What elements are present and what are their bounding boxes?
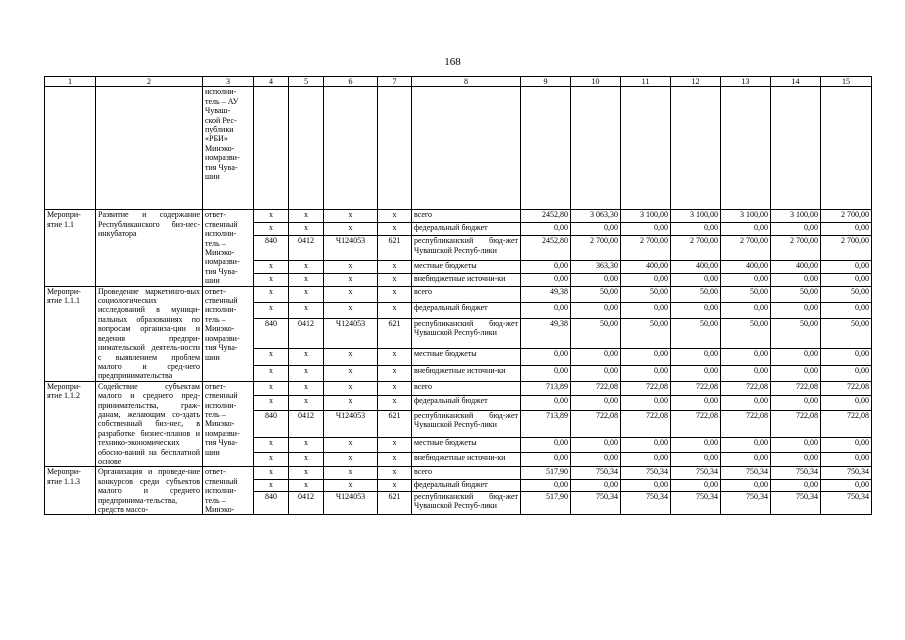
- value-cell: 0,00: [521, 365, 571, 381]
- value-cell: 0,00: [671, 452, 721, 467]
- value-cell: 750,34: [621, 491, 671, 514]
- funding-source-cell: федеральный бюджет: [412, 396, 521, 411]
- value-cell: 50,00: [571, 318, 621, 349]
- code-cell-c7: 621: [378, 236, 412, 261]
- value-cell: 2 700,00: [771, 236, 821, 261]
- code-cell-c4: 840: [254, 236, 289, 261]
- value-cell: 0,00: [571, 438, 621, 453]
- value-cell: 0,00: [771, 223, 821, 236]
- value-cell: 722,08: [821, 381, 872, 396]
- value-cell: 0,00: [521, 349, 571, 365]
- code-cell-c7: х: [378, 381, 412, 396]
- code-cell-c5: х: [289, 286, 324, 302]
- value-cell: 713,89: [521, 410, 571, 438]
- value-cell: 750,34: [771, 491, 821, 514]
- value-cell: 0,00: [721, 438, 771, 453]
- code-cell-c4: х: [254, 260, 289, 273]
- value-cell: 0,00: [621, 349, 671, 365]
- executor-cell: ответ- ственный исполни- тель – Минэко- номразви- тия Чува- шии: [203, 381, 254, 467]
- value-cell: 722,08: [721, 381, 771, 396]
- code-cell-c5: 0412: [289, 410, 324, 438]
- value-cell: 0,00: [771, 479, 821, 491]
- funding-source-cell: республиканский бюд-жет Чувашской Респуб-лики: [412, 236, 521, 261]
- value-cell: 0,00: [721, 396, 771, 411]
- table-row: [45, 286, 872, 302]
- value-cell: 50,00: [721, 318, 771, 349]
- funding-source-cell: местные бюджеты: [412, 349, 521, 365]
- value-cell: 0,00: [771, 438, 821, 453]
- value-cell: 0,00: [821, 302, 872, 318]
- value-cell: [621, 87, 671, 210]
- value-cell: 0,00: [521, 479, 571, 491]
- value-cell: 3 100,00: [671, 210, 721, 223]
- value-cell: 0,00: [621, 302, 671, 318]
- value-cell: 0,00: [721, 302, 771, 318]
- column-number-header: 11: [621, 77, 671, 87]
- value-cell: 400,00: [771, 260, 821, 273]
- value-cell: 0,00: [671, 302, 721, 318]
- funding-source-cell: внебюджетные источни-ки: [412, 273, 521, 286]
- value-cell: 0,00: [821, 365, 872, 381]
- code-cell-c7: х: [378, 223, 412, 236]
- value-cell: 0,00: [521, 452, 571, 467]
- value-cell: 50,00: [621, 286, 671, 302]
- value-cell: 0,00: [771, 365, 821, 381]
- code-cell-c6: х: [324, 210, 378, 223]
- value-cell: 750,34: [821, 467, 872, 479]
- value-cell: 0,00: [771, 396, 821, 411]
- code-cell-c4: х: [254, 286, 289, 302]
- code-cell-c5: х: [289, 479, 324, 491]
- value-cell: 363,30: [571, 260, 621, 273]
- code-cell-c5: х: [289, 210, 324, 223]
- value-cell: 2 700,00: [571, 236, 621, 261]
- funding-source-cell: внебюджетные источни-ки: [412, 452, 521, 467]
- value-cell: 0,00: [821, 273, 872, 286]
- event-description-cell: Развитие и содержание Республиканского биз-нес-инкубатора: [96, 210, 203, 286]
- funding-source-cell: федеральный бюджет: [412, 223, 521, 236]
- value-cell: 0,00: [671, 223, 721, 236]
- table-row: [45, 467, 872, 479]
- code-cell-c7: х: [378, 467, 412, 479]
- value-cell: 517,90: [521, 491, 571, 514]
- value-cell: 722,08: [621, 381, 671, 396]
- code-cell-c4: 840: [254, 491, 289, 514]
- code-cell-c5: 0412: [289, 491, 324, 514]
- code-cell-c5: х: [289, 223, 324, 236]
- event-description-cell: [96, 87, 203, 210]
- code-cell-c4: х: [254, 381, 289, 396]
- value-cell: 0,00: [821, 452, 872, 467]
- value-cell: 0,00: [521, 396, 571, 411]
- value-cell: 49,38: [521, 286, 571, 302]
- code-cell-c4: х: [254, 467, 289, 479]
- code-cell-c6: х: [324, 452, 378, 467]
- value-cell: 0,00: [621, 273, 671, 286]
- value-cell: 0,00: [821, 479, 872, 491]
- value-cell: 0,00: [621, 438, 671, 453]
- value-cell: 50,00: [821, 286, 872, 302]
- value-cell: 0,00: [521, 223, 571, 236]
- code-cell-c7: 621: [378, 410, 412, 438]
- column-number-header: 6: [324, 77, 378, 87]
- value-cell: 0,00: [721, 349, 771, 365]
- event-description-cell: Проведение маркетинго-вых социологических исследований в муници-пальных образованиях по вопросам организа-ции и ведения предпри-нимательской деятель-ности с выявлением проблем малого и сред-него предпринимательства: [96, 286, 203, 381]
- event-name-cell: Меропри- ятие 1.1.2: [45, 381, 96, 467]
- executor-cell: исполни- тель – АУ Чуваш- ской Рес- публики «РБИ» Минэко- номразви- тия Чува- шии: [203, 87, 254, 210]
- value-cell: 50,00: [771, 286, 821, 302]
- code-cell-c7: х: [378, 452, 412, 467]
- value-cell: 0,00: [571, 349, 621, 365]
- value-cell: 2 700,00: [671, 236, 721, 261]
- code-cell-c7: 621: [378, 318, 412, 349]
- value-cell: 0,00: [771, 273, 821, 286]
- value-cell: 0,00: [721, 223, 771, 236]
- cell-col5: [289, 87, 324, 210]
- event-name-cell: Меропри- ятие 1.1: [45, 210, 96, 286]
- budget-table: [44, 76, 872, 515]
- code-cell-c7: х: [378, 365, 412, 381]
- value-cell: 0,00: [721, 273, 771, 286]
- funding-source-cell: федеральный бюджет: [412, 302, 521, 318]
- funding-source-cell: внебюджетные источни-ки: [412, 365, 521, 381]
- event-name-cell: [45, 87, 96, 210]
- code-cell-c7: х: [378, 273, 412, 286]
- code-cell-c6: Ч124053: [324, 236, 378, 261]
- value-cell: 0,00: [571, 396, 621, 411]
- value-cell: 50,00: [571, 286, 621, 302]
- column-number-header: 2: [96, 77, 203, 87]
- value-cell: 750,34: [821, 491, 872, 514]
- value-cell: 49,38: [521, 318, 571, 349]
- code-cell-c5: х: [289, 260, 324, 273]
- code-cell-c4: х: [254, 396, 289, 411]
- value-cell: 0,00: [621, 396, 671, 411]
- value-cell: 50,00: [671, 286, 721, 302]
- event-name-cell: Меропри- ятие 1.1.3: [45, 467, 96, 515]
- value-cell: 3 100,00: [621, 210, 671, 223]
- table-row: [45, 381, 872, 396]
- funding-source-cell: республиканский бюд-жет Чувашской Респуб-лики: [412, 318, 521, 349]
- value-cell: 0,00: [821, 349, 872, 365]
- value-cell: 0,00: [571, 452, 621, 467]
- code-cell-c4: х: [254, 452, 289, 467]
- value-cell: [771, 87, 821, 210]
- code-cell-c6: х: [324, 438, 378, 453]
- column-number-header: 12: [671, 77, 721, 87]
- value-cell: [521, 87, 571, 210]
- code-cell-c5: х: [289, 302, 324, 318]
- value-cell: 2 700,00: [721, 236, 771, 261]
- value-cell: 0,00: [621, 452, 671, 467]
- value-cell: 400,00: [671, 260, 721, 273]
- value-cell: 0,00: [521, 438, 571, 453]
- executor-cell: ответ- ственный исполни- тель – Минэко- номразви- тия Чува- шии: [203, 210, 254, 286]
- value-cell: 0,00: [621, 365, 671, 381]
- cell-col4: [254, 87, 289, 210]
- code-cell-c7: х: [378, 260, 412, 273]
- value-cell: 3 100,00: [721, 210, 771, 223]
- value-cell: 713,89: [521, 381, 571, 396]
- value-cell: 0,00: [571, 302, 621, 318]
- event-name-cell: Меропри- ятие 1.1.1: [45, 286, 96, 381]
- value-cell: 0,00: [721, 452, 771, 467]
- value-cell: 0,00: [521, 260, 571, 273]
- value-cell: 0,00: [821, 260, 872, 273]
- value-cell: 0,00: [571, 273, 621, 286]
- value-cell: 0,00: [621, 223, 671, 236]
- code-cell-c5: х: [289, 365, 324, 381]
- value-cell: 0,00: [571, 479, 621, 491]
- value-cell: 0,00: [771, 302, 821, 318]
- value-cell: 0,00: [621, 479, 671, 491]
- value-cell: 50,00: [721, 286, 771, 302]
- code-cell-c4: х: [254, 273, 289, 286]
- code-cell-c6: Ч124053: [324, 318, 378, 349]
- value-cell: 750,34: [671, 491, 721, 514]
- value-cell: 50,00: [821, 318, 872, 349]
- column-number-header: 4: [254, 77, 289, 87]
- value-cell: 722,08: [571, 381, 621, 396]
- value-cell: 0,00: [721, 479, 771, 491]
- column-number-header: 1: [45, 77, 96, 87]
- event-description-cell: Содействие субъектам малого и среднего пред-принимательства, граж-данам, желающим со-здать собственный биз-нес, в разработке бизнес-планов и технико-экономических обосно-ваний на бесплатной основе: [96, 381, 203, 467]
- funding-source-cell: местные бюджеты: [412, 260, 521, 273]
- continuation-row: [45, 87, 872, 210]
- table-row: [45, 210, 872, 223]
- code-cell-c6: х: [324, 302, 378, 318]
- value-cell: 722,08: [821, 410, 872, 438]
- column-number-header: 15: [821, 77, 872, 87]
- code-cell-c6: х: [324, 349, 378, 365]
- value-cell: 722,08: [671, 410, 721, 438]
- code-cell-c7: х: [378, 479, 412, 491]
- table-body: [45, 77, 872, 515]
- column-number-header: 10: [571, 77, 621, 87]
- value-cell: 0,00: [571, 365, 621, 381]
- executor-cell: ответ- ственный исполни- тель – Минэко- номразви- тия Чува- шии: [203, 286, 254, 381]
- code-cell-c4: х: [254, 210, 289, 223]
- value-cell: 750,34: [621, 467, 671, 479]
- code-cell-c5: х: [289, 349, 324, 365]
- code-cell-c7: х: [378, 438, 412, 453]
- code-cell-c4: х: [254, 302, 289, 318]
- value-cell: 0,00: [521, 273, 571, 286]
- value-cell: 2 700,00: [821, 236, 872, 261]
- code-cell-c6: х: [324, 365, 378, 381]
- value-cell: 722,08: [671, 381, 721, 396]
- code-cell-c7: х: [378, 286, 412, 302]
- funding-source-cell: федеральный бюджет: [412, 479, 521, 491]
- code-cell-c5: 0412: [289, 236, 324, 261]
- column-number-header: 13: [721, 77, 771, 87]
- cell-col7: [378, 87, 412, 210]
- value-cell: 3 100,00: [771, 210, 821, 223]
- code-cell-c7: х: [378, 349, 412, 365]
- value-cell: [571, 87, 621, 210]
- code-cell-c6: Ч124053: [324, 491, 378, 514]
- code-cell-c4: 840: [254, 410, 289, 438]
- value-cell: 0,00: [671, 396, 721, 411]
- event-description-cell: Организация и проведе-ние конкурсов среди субъектов малого и среднего предпринима-тельства, средств массо-: [96, 467, 203, 515]
- code-cell-c5: х: [289, 381, 324, 396]
- value-cell: 722,08: [621, 410, 671, 438]
- column-number-header: 14: [771, 77, 821, 87]
- value-cell: 2 700,00: [621, 236, 671, 261]
- value-cell: 0,00: [821, 396, 872, 411]
- value-cell: 722,08: [771, 381, 821, 396]
- funding-source-cell: республиканский бюд-жет Чувашской Респуб-лики: [412, 491, 521, 514]
- value-cell: 0,00: [671, 438, 721, 453]
- funding-source-cell: всего: [412, 467, 521, 479]
- code-cell-c7: х: [378, 396, 412, 411]
- code-cell-c5: х: [289, 438, 324, 453]
- code-cell-c4: х: [254, 349, 289, 365]
- value-cell: 0,00: [821, 223, 872, 236]
- code-cell-c6: Ч124053: [324, 410, 378, 438]
- code-cell-c4: х: [254, 438, 289, 453]
- column-number-header: 5: [289, 77, 324, 87]
- code-cell-c5: х: [289, 452, 324, 467]
- value-cell: 0,00: [571, 223, 621, 236]
- code-cell-c6: х: [324, 479, 378, 491]
- code-cell-c5: х: [289, 396, 324, 411]
- value-cell: 0,00: [671, 479, 721, 491]
- code-cell-c4: 840: [254, 318, 289, 349]
- value-cell: 0,00: [821, 438, 872, 453]
- value-cell: 0,00: [671, 273, 721, 286]
- page-number: 168: [444, 56, 461, 68]
- column-number-header: 8: [412, 77, 521, 87]
- value-cell: 750,34: [771, 467, 821, 479]
- code-cell-c6: х: [324, 396, 378, 411]
- value-cell: 750,34: [721, 491, 771, 514]
- value-cell: 0,00: [771, 452, 821, 467]
- column-number-header: 7: [378, 77, 412, 87]
- value-cell: 0,00: [521, 302, 571, 318]
- value-cell: 2 700,00: [821, 210, 872, 223]
- code-cell-c6: х: [324, 273, 378, 286]
- code-cell-c7: 621: [378, 491, 412, 514]
- value-cell: 400,00: [621, 260, 671, 273]
- code-cell-c6: х: [324, 467, 378, 479]
- column-number-header: 3: [203, 77, 254, 87]
- code-cell-c6: х: [324, 286, 378, 302]
- value-cell: 50,00: [671, 318, 721, 349]
- code-cell-c6: х: [324, 260, 378, 273]
- code-cell-c7: х: [378, 210, 412, 223]
- value-cell: 50,00: [621, 318, 671, 349]
- value-cell: 750,34: [571, 491, 621, 514]
- value-cell: [721, 87, 771, 210]
- value-cell: 750,34: [721, 467, 771, 479]
- column-number-row: [45, 77, 872, 87]
- value-cell: [671, 87, 721, 210]
- code-cell-c5: х: [289, 273, 324, 286]
- column-number-header: 9: [521, 77, 571, 87]
- value-cell: 750,34: [671, 467, 721, 479]
- value-cell: 750,34: [571, 467, 621, 479]
- code-cell-c6: х: [324, 223, 378, 236]
- value-cell: 0,00: [721, 365, 771, 381]
- value-cell: 722,08: [771, 410, 821, 438]
- funding-source-cell: местные бюджеты: [412, 438, 521, 453]
- code-cell-c4: х: [254, 365, 289, 381]
- code-cell-c4: х: [254, 223, 289, 236]
- code-cell-c6: х: [324, 381, 378, 396]
- value-cell: 517,90: [521, 467, 571, 479]
- executor-cell: ответ- ственный исполни- тель – Минэко-: [203, 467, 254, 515]
- value-cell: 50,00: [771, 318, 821, 349]
- code-cell-c4: х: [254, 479, 289, 491]
- code-cell-c5: х: [289, 467, 324, 479]
- cell-col6: [324, 87, 378, 210]
- funding-source-cell: республиканский бюд-жет Чувашской Респуб-лики: [412, 410, 521, 438]
- funding-source-cell: всего: [412, 210, 521, 223]
- value-cell: [821, 87, 872, 210]
- value-cell: 722,08: [721, 410, 771, 438]
- funding-source-cell: всего: [412, 381, 521, 396]
- value-cell: 722,08: [571, 410, 621, 438]
- value-cell: 3 063,30: [571, 210, 621, 223]
- code-cell-c5: 0412: [289, 318, 324, 349]
- code-cell-c7: х: [378, 302, 412, 318]
- value-cell: 0,00: [671, 365, 721, 381]
- source-cell: [412, 87, 521, 210]
- funding-source-cell: всего: [412, 286, 521, 302]
- value-cell: 2452,80: [521, 236, 571, 261]
- value-cell: 0,00: [671, 349, 721, 365]
- value-cell: 400,00: [721, 260, 771, 273]
- value-cell: 2452,80: [521, 210, 571, 223]
- value-cell: 0,00: [771, 349, 821, 365]
